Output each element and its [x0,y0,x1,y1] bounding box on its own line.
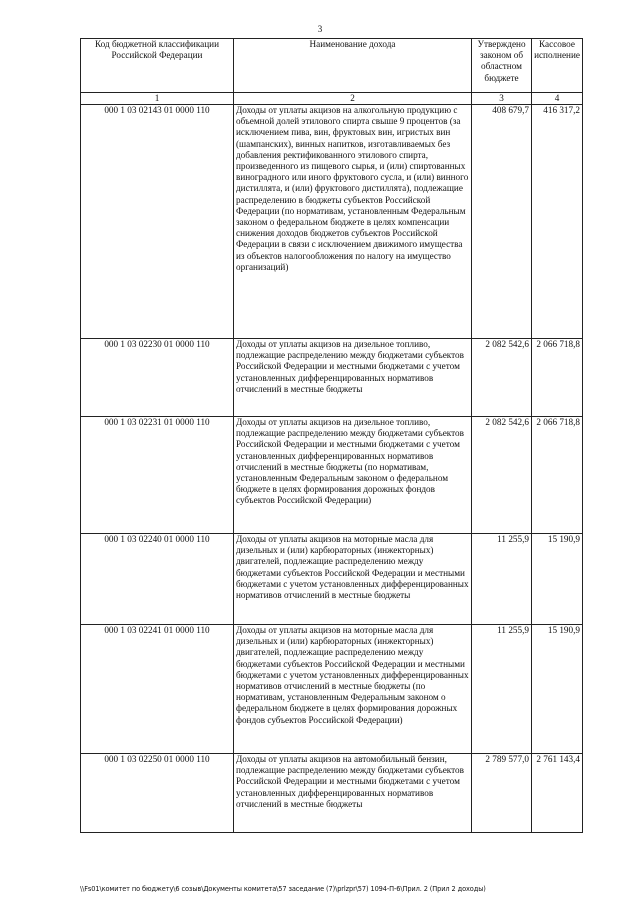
table-row [81,754,583,833]
row-code: 000 1 03 02250 01 0000 110 [81,754,234,833]
row-code: 000 1 03 02143 01 0000 110 [81,105,234,339]
row-cash: 416 317,2 [532,105,583,339]
row-name: Доходы от уплаты акцизов на дизельное топливо, подлежащие распределению между бюджетами субъектов Российской Федерации и местными бюджетами с учетом установленных дифференцированных нормативов отчислений в местные бюджеты (по нормативам, установленным Федеральным законом о федеральном бюджете в целях формирования дорожных фондов субъектов Российской Федерации) [234,417,472,534]
row-approved: 11 255,9 [472,625,532,754]
row-cash: 2 066 718,8 [532,417,583,534]
row-name: Доходы от уплаты акцизов на моторные масла для дизельных и (или) карбюраторных (инжекторных) двигателей, подлежащие распределению между бюджетами субъектов Российской Федерации и местными бюджетами с учетом установленных дифференцированных нормативов отчислений в местные бюджеты [234,534,472,625]
revenue-table [80,38,583,833]
row-name: Доходы от уплаты акцизов на моторные масла для дизельных и (или) карбюраторных (инжекторных) двигателей, подлежащие распределению между бюджетами субъектов Российской Федерации и местными бюджетами с учетом установленных дифференцированных нормативов отчислений в местные бюджеты (по нормативам, установленным Федеральным законом о федеральном бюджете в целях формирования дорожных фондов субъектов Российской Федерации) [234,625,472,754]
page-number: 3 [317,24,323,34]
row-name: Доходы от уплаты акцизов на автомобильный бензин, подлежащие распределению между бюджетами субъектов Российской Федерации и местными бюджетами с учетом установленных дифференцированных нормативов отчислений в местные бюджеты [234,754,472,833]
row-cash: 15 190,9 [532,534,583,625]
column-number: 3 [472,93,532,105]
header-name: Наименование дохода [234,39,472,93]
row-code: 000 1 03 02241 01 0000 110 [81,625,234,754]
column-number: 1 [81,93,234,105]
header-code: Код бюджетной классификации Российской Федерации [81,39,234,93]
table-row [81,417,583,534]
row-cash: 2 761 143,4 [532,754,583,833]
file-path-footer: \\Fs01\комитет по бюджету\6 созыв\Документы комитета\57 заседание (7)\prlzpr\57) 1094-П-6\Прил. 2 (Прил 2 доходы) [80,885,486,893]
column-number: 2 [234,93,472,105]
table-row [81,625,583,754]
row-cash: 2 066 718,8 [532,339,583,417]
column-numbers-row [81,93,583,105]
row-approved: 2 082 542,6 [472,339,532,417]
row-cash: 15 190,9 [532,625,583,754]
column-number: 4 [532,93,583,105]
row-code: 000 1 03 02231 01 0000 110 [81,417,234,534]
row-code: 000 1 03 02240 01 0000 110 [81,534,234,625]
row-approved: 11 255,9 [472,534,532,625]
table-row [81,339,583,417]
table-header-row [81,39,583,93]
row-code: 000 1 03 02230 01 0000 110 [81,339,234,417]
row-approved: 408 679,7 [472,105,532,339]
header-cash: Кассовое исполнение [532,39,583,93]
table-row [81,105,583,339]
table-row [81,534,583,625]
row-name: Доходы от уплаты акцизов на дизельное топливо, подлежащие распределению между бюджетами субъектов Российской Федерации и местными бюджетами с учетом установленных дифференцированных нормативов отчислений в местные бюджеты [234,339,472,417]
row-approved: 2 082 542,6 [472,417,532,534]
row-name: Доходы от уплаты акцизов на алкогольную продукцию с объемной долей этилового спирта свыше 9 процентов (за исключением пива, вин, фруктовых вин, игристых вин (шампанских), винных напитков, изготавливаемых без добавления ректификованного этилового спирта, произведенного из пищевого сырья, и (или) спиртованных виноградного или иного фруктового сусла, и (или) винного дистиллята, и (или) фруктового дистиллята), подлежащие распределению в бюджеты субъектов Российской Федерации (по нормативам, установленным Федеральным законом о федеральном бюджете в целях компенсации снижения доходов бюджетов субъектов Российской Федерации в связи с исключением движимого имущества из объектов налогообложения по налогу на имущество организаций) [234,105,472,339]
row-approved: 2 789 577,0 [472,754,532,833]
header-approved: Утверждено законом об областном бюджете [472,39,532,93]
